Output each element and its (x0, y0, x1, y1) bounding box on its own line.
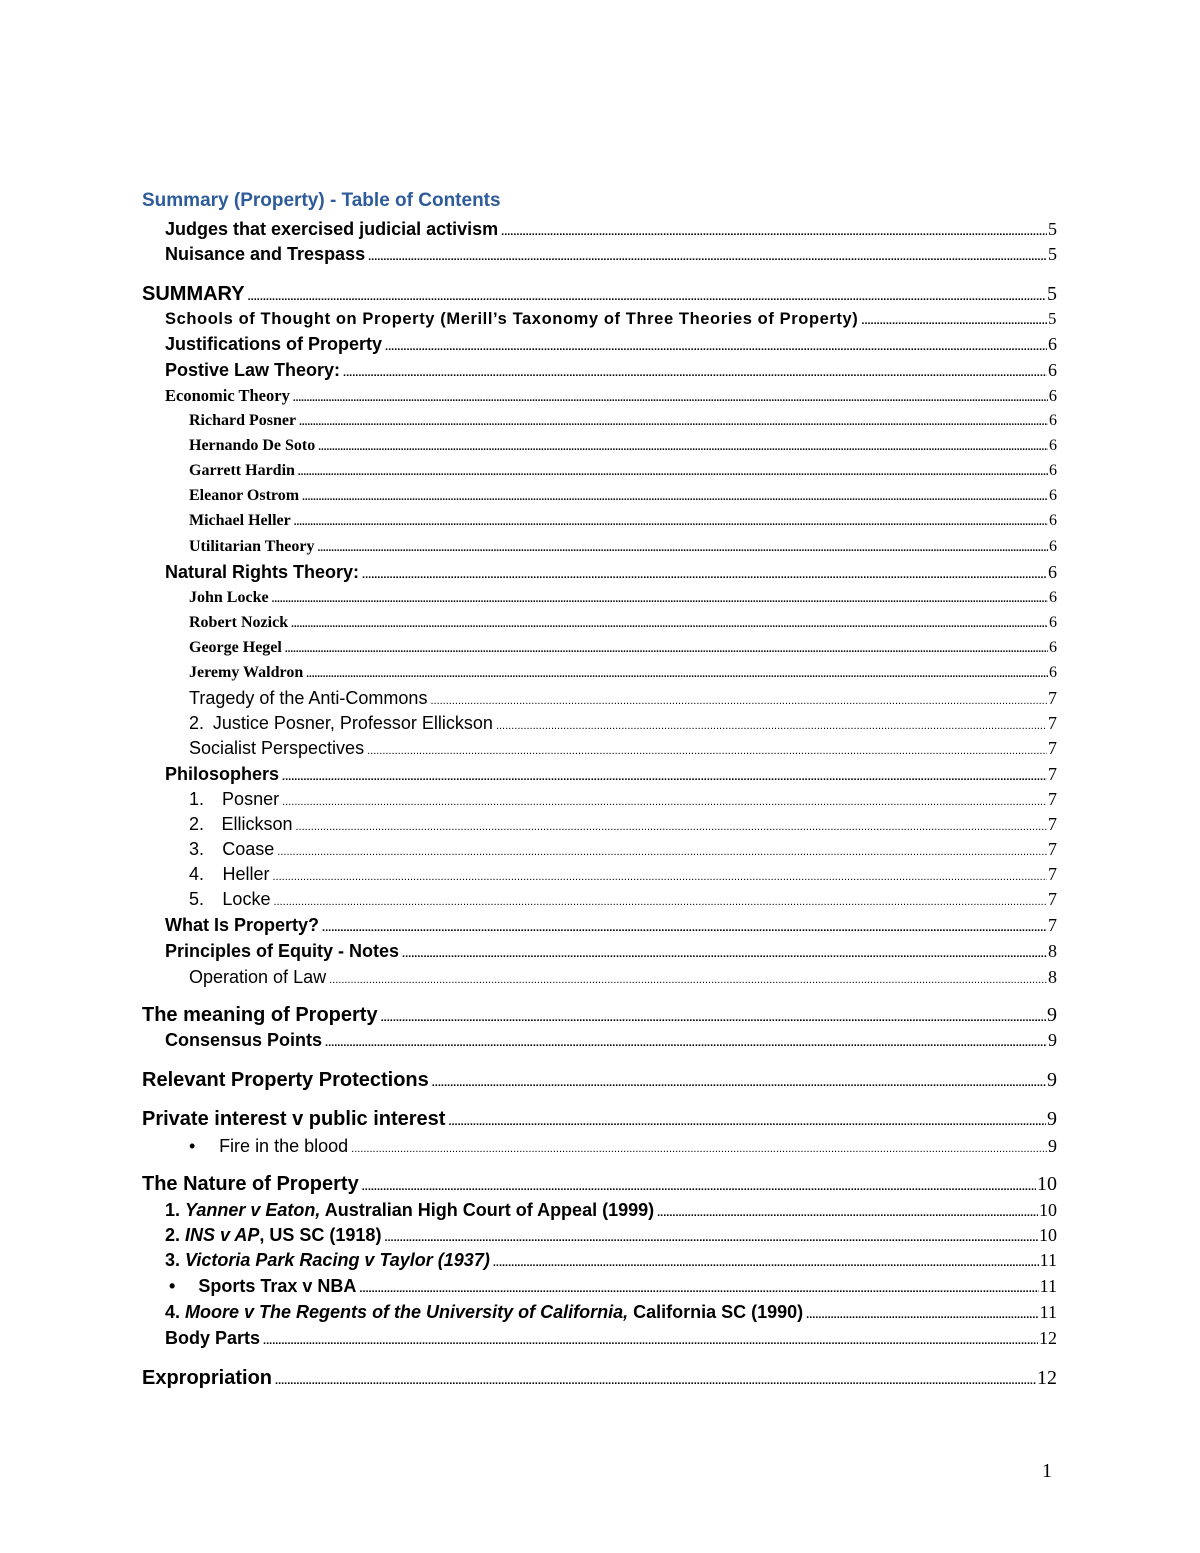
toc-entry-page: 10 (1039, 1200, 1057, 1220)
toc-entry-title (165, 1225, 381, 1247)
toc-entry-title: Principles of Equity - Notes (165, 941, 400, 961)
dot-leader (296, 814, 1048, 836)
dot-leader (285, 638, 1048, 657)
toc-entry-page: 6 (1048, 562, 1057, 582)
toc-entry-number: 4. (165, 1302, 181, 1322)
dot-leader (298, 461, 1048, 480)
toc-entry-title: Body Parts (165, 1328, 261, 1348)
toc-entry-page: 9 (1047, 1108, 1057, 1130)
toc-entry-title: Garrett Hardin (189, 462, 295, 479)
dot-leader (275, 1366, 1036, 1390)
toc-entry[interactable] (189, 713, 1057, 735)
dot-leader (282, 789, 1047, 811)
toc-entry-page: 6 (1049, 487, 1057, 504)
dot-leader (291, 613, 1048, 632)
toc-entry-title: Schools of Thought on Property (Merill’s Taxonomy of Three Theories of Property) (165, 310, 859, 328)
toc-entry-title: Economic Theory (165, 386, 290, 405)
toc-entry[interactable] (189, 461, 1057, 480)
case-name: Victoria Park Racing v Taylor (1937) (185, 1250, 490, 1270)
toc-entry[interactable] (189, 638, 1057, 657)
toc-entry-title: Richard Posner (189, 412, 297, 429)
toc-entry-title: John Locke (189, 589, 269, 606)
toc-entry-page: 7 (1048, 688, 1057, 708)
toc-entry-title: Heller (222, 864, 270, 884)
toc-entry[interactable] (165, 219, 1057, 241)
case-name: Yanner v Eaton, (185, 1200, 321, 1220)
toc-entry-title: Justice Posner, Professor Ellickson (212, 713, 493, 733)
dot-leader (384, 1225, 1038, 1247)
toc-entry-page: 6 (1049, 664, 1057, 681)
toc-entry-number: 4. (189, 864, 205, 884)
dot-leader (385, 334, 1047, 356)
toc-entry-page: 11 (1039, 1250, 1057, 1270)
case-court: Australian High Court of Appeal (1999) (320, 1200, 655, 1220)
dot-leader (351, 1136, 1047, 1158)
dot-leader (293, 386, 1048, 406)
dot-leader (325, 1030, 1047, 1052)
toc-entry-page: 7 (1048, 864, 1057, 884)
toc-entry[interactable] (165, 1030, 1057, 1052)
toc-entry-page: 5 (1047, 283, 1057, 305)
toc-entry-title: Sports Trax v NBA (198, 1276, 357, 1296)
toc-entry-page: 11 (1039, 1302, 1057, 1322)
toc-entry[interactable] (165, 915, 1057, 937)
toc-entry-page: 9 (1048, 1030, 1057, 1050)
toc-entry-page: 12 (1039, 1328, 1057, 1348)
toc-entry-title: Relevant Property Protections (142, 1069, 429, 1091)
toc-entry-number: 5. (189, 889, 205, 909)
toc-entry-title (165, 1302, 803, 1324)
toc-entry-page: 12 (1037, 1367, 1057, 1389)
dot-leader (657, 1200, 1038, 1222)
toc-entry[interactable] (189, 688, 1057, 710)
toc-entry-title: Posner (222, 789, 280, 809)
toc-entry-page: 8 (1048, 967, 1057, 987)
dot-leader (302, 486, 1048, 505)
dot-leader (806, 1302, 1038, 1324)
case-court: California SC (1990) (628, 1302, 804, 1322)
toc-entry-title: Fire in the blood (219, 1136, 349, 1156)
dot-leader (273, 889, 1047, 911)
toc-entry-title (165, 1250, 490, 1272)
dot-leader (362, 1172, 1036, 1196)
toc-entry-title: Judges that exercised judicial activism (165, 219, 499, 239)
toc-entry-title: Natural Rights Theory: (165, 562, 360, 582)
dot-leader (368, 244, 1047, 266)
toc-entry-title: The meaning of Property (142, 1004, 378, 1026)
toc-entry[interactable] (189, 411, 1057, 430)
toc-entry[interactable] (189, 814, 1057, 836)
toc-entry-page: 11 (1039, 1276, 1057, 1296)
toc-entry-title: Ellickson (221, 814, 293, 834)
toc-entry[interactable] (142, 1366, 1057, 1390)
toc-entry-page: 6 (1049, 462, 1057, 479)
toc-entry-page: 5 (1048, 219, 1057, 239)
toc-entry[interactable] (189, 889, 1057, 911)
dot-leader (272, 864, 1047, 886)
toc-entry[interactable] (165, 1328, 1057, 1350)
toc-entry-page: 7 (1048, 764, 1057, 784)
toc-entry-title: Operation of Law (189, 967, 327, 987)
page-number: 1 (1042, 1460, 1052, 1482)
dot-leader (362, 562, 1047, 584)
toc-entry-title: Jeremy Waldron (189, 664, 304, 681)
toc-entry-title: Expropriation (142, 1367, 273, 1389)
toc-entry[interactable] (189, 588, 1057, 607)
dot-leader (359, 1276, 1038, 1298)
dot-leader (448, 1107, 1046, 1131)
toc-entry[interactable] (189, 789, 1057, 811)
toc-entry[interactable] (189, 839, 1057, 861)
toc-entry[interactable] (142, 282, 1057, 306)
toc-entry-title: Postive Law Theory: (165, 360, 341, 380)
toc-entry[interactable] (189, 436, 1057, 455)
toc-entry-title: Nuisance and Trespass (165, 244, 366, 264)
toc-entry-page: 5 (1048, 309, 1057, 328)
toc-entry-page: 6 (1049, 614, 1057, 631)
case-court: , US SC (1918) (259, 1225, 382, 1245)
toc-entry-title: Eleanor Ostrom (189, 487, 300, 504)
toc-entry-number: 3. (165, 1250, 181, 1270)
bullet-icon: • (169, 1276, 176, 1296)
toc-entry-page: 7 (1048, 713, 1057, 733)
toc-entry-page: 10 (1039, 1225, 1057, 1245)
dot-leader (367, 738, 1047, 760)
toc-entry-page: 7 (1048, 915, 1057, 935)
toc-entry[interactable] (189, 663, 1057, 682)
case-name: INS v AP (185, 1225, 260, 1245)
toc-entry-page: 7 (1048, 814, 1057, 834)
toc-entry-title: Consensus Points (165, 1030, 323, 1050)
toc-entry-page: 10 (1037, 1173, 1057, 1195)
toc-entry-title: Coase (222, 839, 275, 859)
toc-entry-title: George Hegel (189, 639, 282, 656)
dot-leader (432, 1068, 1046, 1092)
dot-leader (306, 663, 1048, 682)
dot-leader (861, 310, 1047, 330)
toc-entry-page: 6 (1049, 437, 1057, 454)
toc-entry[interactable] (142, 1107, 1057, 1131)
toc-entry-title: Robert Nozick (189, 614, 289, 631)
dot-leader (277, 839, 1047, 861)
toc-entry[interactable] (189, 511, 1057, 530)
toc-entry-title: Hernando De Soto (189, 437, 316, 454)
toc-entry-title: Socialist Perspectives (189, 738, 365, 758)
toc-entry[interactable] (165, 386, 1057, 406)
toc-entry-page: 8 (1048, 941, 1057, 961)
case-name: Moore v The Regents of the University of California, (185, 1302, 629, 1322)
dot-leader (493, 1250, 1039, 1272)
toc-entry-page: 9 (1048, 1136, 1057, 1156)
toc-entry-page: 7 (1048, 789, 1057, 809)
dot-leader (430, 688, 1047, 710)
dot-leader (248, 282, 1046, 306)
dot-leader (272, 588, 1048, 607)
toc-entry-number: 2. (165, 1225, 181, 1245)
toc-entry-number: 2. (189, 814, 205, 834)
toc-entry-title: Private interest v public interest (142, 1108, 446, 1130)
toc-entry[interactable] (142, 1172, 1057, 1196)
dot-leader (318, 436, 1048, 455)
dot-leader (317, 537, 1048, 556)
toc-entry-title: Philosophers (165, 764, 280, 784)
toc-entry[interactable] (165, 1250, 1057, 1272)
dot-leader (294, 511, 1048, 530)
toc-entry-title: Tragedy of the Anti-Commons (189, 688, 428, 708)
dot-leader (381, 1003, 1046, 1027)
dot-leader (263, 1328, 1038, 1350)
toc-heading: Summary (Property) - Table of Contents (142, 190, 501, 211)
toc-entry-number: 1. (165, 1200, 181, 1220)
toc-entry-page: 7 (1048, 889, 1057, 909)
toc-entry[interactable] (189, 864, 1057, 886)
dot-leader (299, 411, 1048, 430)
toc-entry[interactable] (165, 334, 1057, 356)
toc-entry-page: 6 (1049, 589, 1057, 606)
bullet-icon: • (189, 1136, 196, 1156)
toc-entry-number: 2. (189, 713, 205, 733)
toc-entry-title: Utilitarian Theory (189, 538, 315, 555)
toc-entry[interactable] (165, 1302, 1057, 1324)
toc-entry[interactable] (189, 738, 1057, 760)
toc-entry-title: What Is Property? (165, 915, 320, 935)
dot-leader (282, 764, 1047, 786)
dot-leader (402, 941, 1047, 963)
toc-entry-page: 6 (1049, 512, 1057, 529)
toc-entry-title: Michael Heller (189, 512, 291, 529)
toc-entry-page: 7 (1048, 738, 1057, 758)
toc-entry[interactable] (165, 764, 1057, 786)
toc-entry-title (165, 1200, 654, 1222)
toc-entry[interactable] (142, 1003, 1057, 1027)
toc-entry[interactable] (165, 244, 1057, 266)
toc-entry[interactable] (165, 309, 1057, 330)
toc-entry-page: 5 (1048, 244, 1057, 264)
toc-entry[interactable] (189, 486, 1057, 505)
toc-entry[interactable] (165, 1225, 1057, 1247)
toc-entry-title: SUMMARY (142, 283, 245, 305)
toc-entry[interactable] (165, 1276, 1057, 1298)
toc-entry[interactable] (165, 941, 1057, 963)
toc-entry-page: 6 (1049, 538, 1057, 555)
toc-entry-page: 6 (1048, 334, 1057, 354)
toc-entry-page: 6 (1048, 360, 1057, 380)
dot-leader (496, 713, 1047, 735)
toc-entry-page: 9 (1047, 1069, 1057, 1091)
toc-entry-page: 6 (1049, 412, 1057, 429)
toc-entry-page: 7 (1048, 839, 1057, 859)
toc-entry-page: 6 (1048, 386, 1057, 405)
dot-leader (322, 915, 1047, 937)
toc-entry[interactable] (189, 613, 1057, 632)
toc-entry[interactable] (189, 1136, 1057, 1158)
toc-entry-number: 1. (189, 789, 205, 809)
toc-entry[interactable] (142, 1068, 1057, 1092)
toc-entry[interactable] (189, 537, 1057, 556)
toc-entry[interactable] (165, 1200, 1057, 1222)
toc-entry-title: The Nature of Property (142, 1173, 359, 1195)
dot-leader (343, 360, 1047, 382)
toc-entry[interactable] (165, 360, 1057, 382)
dot-leader (329, 967, 1047, 989)
dot-leader (501, 219, 1047, 241)
toc-entry-title: Justifications of Property (165, 334, 383, 354)
toc-entry[interactable] (165, 562, 1057, 584)
toc-entry-number: 3. (189, 839, 205, 859)
toc-entry[interactable] (189, 967, 1057, 989)
toc-entry-title: Locke (222, 889, 271, 909)
toc-entry-page: 9 (1047, 1004, 1057, 1026)
toc-entry-page: 6 (1049, 639, 1057, 656)
